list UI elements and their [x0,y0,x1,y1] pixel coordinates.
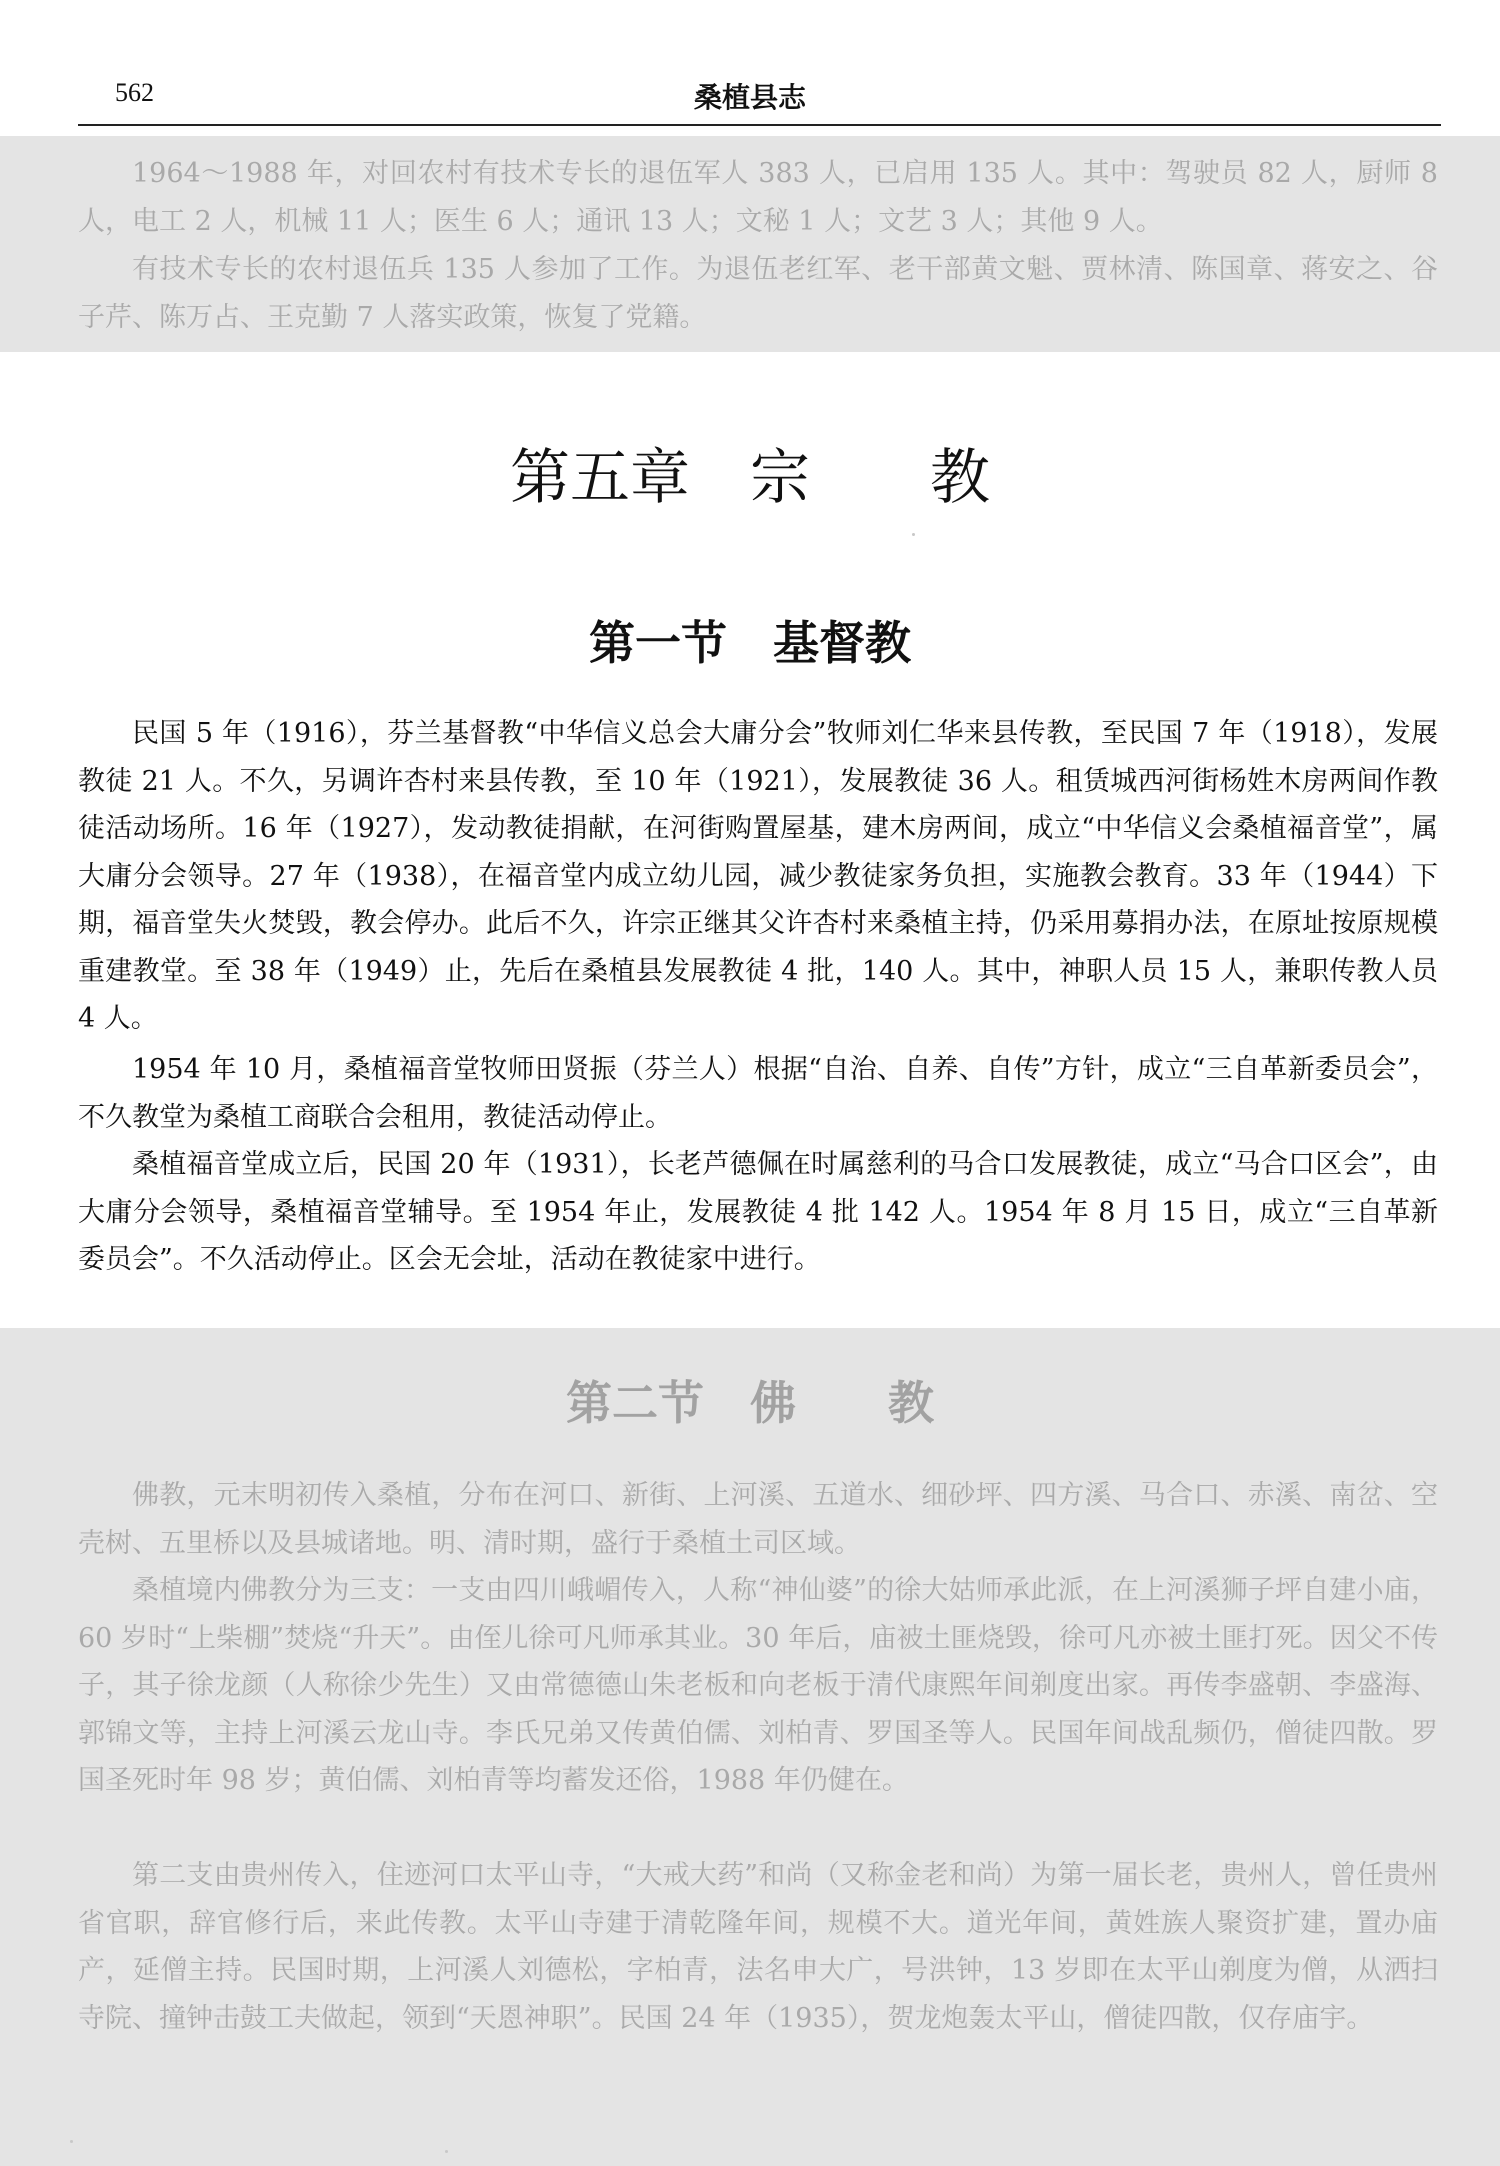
page-header [0,0,1500,125]
body-paragraph: 有技术专长的农村退伍兵 135 人参加了工作。为退伍老红军、老干部黄文魁、贾林清、陈国章、蒋安之、谷子芹、陈万占、王克勤 7 人落实政策，恢复了党籍。 [78,254,1438,333]
scan-speck [445,2150,448,2153]
body-paragraph: 桑植福音堂成立后，民国 20 年（1931），长老芦德佩在时属慈利的马合口发展教徒，成立“马合口区会”，由大庸分会领导，桑植福音堂辅导。至 1954 年止，发展教徒 4 批 142 人。1954 年 8 月 15 日，成立“三自革新委员会”。不久活动停止。区会无会址，活动在教徒家中进行。 [78,1149,1438,1275]
body-paragraph: 第二支由贵州传入，住迹河口太平山寺，“大戒大药”和尚（又称金老和尚）为第一届长老，贵州人，曾任贵州省官职，辞官修行后，来此传教。太平山寺建于清乾隆年间，规模不大。道光年间，黄姓族人聚资扩建，置办庙产，延僧主持。民国时期，上河溪人刘德松，字柏青，法名申大广，号洪钟，13 岁即在太平山剃度为僧，从洒扫寺院、撞钟击鼓工夫做起，领到“天恩神职”。民国 24 年（1935），贺龙炮轰太平山，僧徒四散，仅存庙宇。 [78,1860,1438,2034]
section-title: 第一节 基督教 [589,616,911,670]
page-number: 562 [115,78,154,107]
body-paragraph: 1964～1988 年，对回农村有技术专长的退伍军人 383 人，已启用 135 人。其中：驾驶员 82 人，厨师 8 人，电工 2 人，机械 11 人；医生 6 人；通讯 13 人；文秘 1 人；文艺 3 人；其他 9 人。 [78,158,1438,237]
body-paragraph: 佛教，元末明初传入桑植，分布在河口、新街、上河溪、五道水、细砂坪、四方溪、马合口、赤溪、南岔、空壳树、五里桥以及县城诸地。明、清时期，盛行于桑植土司区域。 [78,1480,1438,1559]
chapter-title: 第五章 宗 教 [510,443,990,513]
body-paragraph: 1954 年 10 月，桑植福音堂牧师田贤振（芬兰人）根据“自治、自养、自传”方针，成立“三自革新委员会”，不久教堂为桑植工商联合会租用，教徒活动停止。 [78,1054,1438,1133]
body-paragraph: 民国 5 年（1916），芬兰基督教“中华信义总会大庸分会”牧师刘仁华来县传教，至民国 7 年（1918），发展教徒 21 人。不久，另调许杏村来县传教，至 10 年（1921），发展教徒 36 人。租赁城西河街杨姓木房两间作教徒活动场所。16 年（1927），发动教徒捐献，在河街购置屋基，建木房两间，成立“中华信义会桑植福音堂”，属大庸分会领导。27 年（1938），在福音堂内成立幼儿园，减少教徒家务负担，实施教会教育。33 年（1944）下期，福音堂失火焚毁，教会停办。此后不久，许宗正继其父许杏村来桑植主持，仍采用募捐办法，在原址按原规模重建教堂。至 38 年（1949）止，先后在桑植县发展教徒 4 批，140 人。其中，神职人员 15 人，兼职传教人员 4 人。 [78,718,1438,1034]
body-paragraph: 桑植境内佛教分为三支：一支由四川峨嵋传入，人称“神仙婆”的徐大姑师承此派，在上河溪狮子坪自建小庙，60 岁时“上柴棚”焚烧“升天”。由侄儿徐可凡师承其业。30 年后，庙被土匪烧毁，徐可凡亦被土匪打死。因父不传子，其子徐龙颜（人称徐少先生）又由常德德山朱老板和向老板于清代康熙年间剃度出家。再传李盛朝、李盛海、郭锦文等，主持上河溪云龙山寺。李氏兄弟又传黄伯儒、刘柏青、罗国圣等人。民国年间战乱频仍，僧徒四散。罗国圣死时年 98 岁；黄伯儒、刘柏青等均蓄发还俗，1988 年仍健在。 [78,1575,1438,1796]
header-rule [78,124,1441,126]
section-title: 第二节 佛 教 [566,1376,934,1430]
book-title: 桑植县志 [693,81,806,114]
scan-speck [70,2140,73,2143]
scan-speck [912,533,915,536]
